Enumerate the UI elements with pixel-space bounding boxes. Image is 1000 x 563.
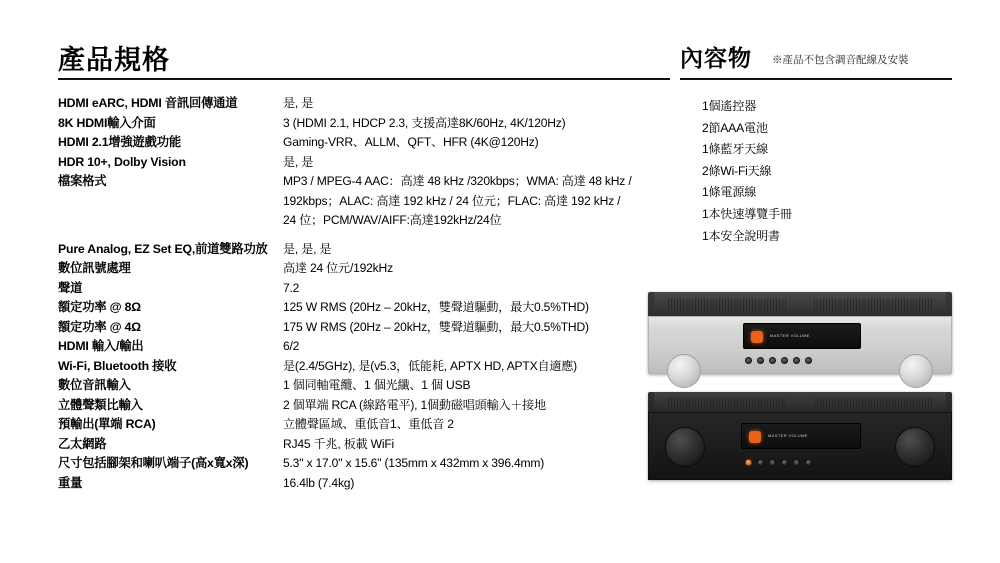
list-item: 2節AAA電池 [702,120,768,135]
spec-label: 聲道 [58,280,83,295]
source-button-icon [745,459,752,466]
spec-value [283,133,678,153]
spec-label: 8K HDMI輸入介面 [58,115,156,130]
spec-row [58,396,678,416]
spec-row [58,318,678,338]
spec-value-line: 是, 是 [283,96,314,110]
receiver-front-panel [648,316,952,374]
spec-value-line: Gaming-VRR、ALLM、QFT、HFR (4K@120Hz) [283,135,539,149]
vent-grille [814,398,934,408]
front-button-row [745,357,812,364]
receiver-front-panel [648,412,952,480]
power-led-icon [749,431,761,443]
list-item: 1本快速導覽手冊 [702,206,792,221]
spec-label: 額定功率 @ 8Ω [58,300,141,314]
spec-value [283,298,678,318]
spec-label: 尺寸包括腳架和喇叭端子(高x寬x深) [58,456,249,470]
spec-value-line: RJ45 千兆, 板載 WiFi [283,436,395,451]
spec-value-line: 高達 24 位元/192kHz [283,261,393,275]
receiver-top-panel [654,392,946,414]
spec-label: HDR 10+, Dolby Vision [58,154,186,169]
spec-value [283,435,678,455]
product-image-black-receiver [648,392,952,480]
vent-grille [668,299,788,311]
spec-value-line: 7.2 [283,280,300,295]
spec-label: HDMI 輸入/輸出 [58,339,144,353]
volume-knob-left [665,427,705,467]
spec-row [58,133,678,153]
spec-row [58,298,678,318]
spec-value-line: 6/2 [283,339,300,353]
spec-group-gap [58,231,678,240]
power-led-icon [751,331,763,343]
spec-row [58,279,678,299]
spec-value-line: 1 個同軸電纜、1 個光纖、1 個 USB [283,378,471,392]
source-button-icon [757,357,764,364]
spec-row [58,454,678,474]
spec-label: Pure Analog, EZ Set EQ,前道雙路功放 [58,241,268,256]
spec-value [283,454,678,474]
spec-label: HDMI eARC, HDMI 音訊回傳通道 [58,96,238,110]
spec-label: 額定功率 @ 4Ω [58,319,141,334]
spec-row [58,94,678,114]
spec-value [283,357,678,377]
spec-value [283,415,678,435]
list-item: 1個遙控器 [702,99,757,113]
source-button-icon [781,357,788,364]
vent-grille [814,299,934,311]
spec-label: 預輸出(單端 RCA) [58,417,156,431]
spec-label: 數位訊號處理 [58,261,131,275]
spec-row [58,376,678,396]
spec-value-line: 是, 是, 是 [283,241,332,256]
spec-row [58,474,678,494]
spec-value [283,94,678,114]
spec-value-line: 是, 是 [283,154,314,169]
list-item: 2條Wi-Fi天線 [702,163,772,178]
spec-value-line: 16.4lb (7.4kg) [283,475,355,490]
specifications-table [58,94,678,493]
source-button-icon [769,459,776,466]
front-button-row [745,459,812,466]
receiver-top-panel [654,292,946,318]
front-display [743,323,861,349]
spec-row [58,259,678,279]
spec-value [283,474,678,494]
spec-value-line: 5.3" x 17.0" x 15.6" (135mm x 432mm x 396.4mm) [283,456,545,470]
source-button-icon [805,459,812,466]
vent-grille [668,398,788,408]
spec-value [283,376,678,396]
spec-label: 立體聲類比輸入 [58,397,143,412]
spec-row [58,172,678,231]
source-button-icon [745,357,752,364]
spec-value-line: 175 W RMS (20Hz – 20kHz，雙聲道驅動，最大0.5%THD) [283,319,589,334]
spec-value-line: 立體聲區域、重低音1、重低音 2 [283,417,454,431]
spec-label: 數位音訊輸入 [58,378,131,392]
source-button-icon [757,459,764,466]
title-divider-right [680,78,952,80]
spec-value [283,153,678,173]
spec-value-line: 24 位；PCM/WAV/AIFF:高達192kHz/24位 [283,213,502,227]
spec-value-line: 125 W RMS (20Hz – 20kHz，雙聲道驅動，最大0.5%THD) [283,300,589,314]
spec-row [58,415,678,435]
box-contents-title: 內容物 [680,45,752,71]
spec-row [58,337,678,357]
spec-value [283,279,678,299]
box-contents-list [702,96,962,247]
volume-knob-right [899,354,933,388]
spec-row [58,114,678,134]
title-divider-left [58,78,670,80]
spec-value-line: 3 (HDMI 2.1, HDCP 2.3, 支援高達8K/60Hz, 4K/120Hz) [283,115,566,130]
spec-value [283,114,678,134]
spec-value [283,259,678,279]
front-display [741,423,861,449]
page-title: 產品規格 [58,45,170,75]
spec-label: 重量 [58,475,83,490]
spec-value [283,172,678,231]
spec-row [58,240,678,260]
source-button-icon [769,357,776,364]
source-button-icon [805,357,812,364]
list-item: 1條藍牙天線 [702,142,768,157]
volume-knob-right [895,427,935,467]
spec-value [283,240,678,260]
spec-row [58,357,678,377]
spec-row [58,153,678,173]
spec-label: HDMI 2.1增強遊戲功能 [58,135,181,149]
spec-label: 乙太網路 [58,436,107,451]
display-text: MASTER VOLUME [768,433,808,438]
spec-value [283,318,678,338]
list-item: 1條電源線 [702,185,757,200]
spec-row [58,435,678,455]
spec-value [283,396,678,416]
list-item: 1本安全說明書 [702,228,780,243]
display-text: MASTER VOLUME [770,333,810,338]
volume-knob-left [667,354,701,388]
source-button-icon [793,357,800,364]
spec-value [283,337,678,357]
spec-value-line: 2 個單端 RCA (線路電平), 1個動磁唱頭輸入＋接地 [283,397,546,412]
spec-label: Wi-Fi, Bluetooth 接收 [58,358,177,373]
box-contents-note: ※產品不包含調音配線及安裝 [772,54,909,66]
spec-value-line: MP3 / MPEG-4 AAC：高達 48 kHz /320kbps；WMA: 高達 48 kHz / [283,174,632,188]
spec-label: 檔案格式 [58,174,107,188]
source-button-icon [793,459,800,466]
product-image-silver-receiver [648,292,952,374]
spec-value-line: 192kbps；ALAC: 高達 192 kHz / 24 位元；FLAC: 高達 192 kHz / [283,193,621,208]
source-button-icon [781,459,788,466]
spec-value-line: 是(2.4/5GHz), 是(v5.3，低能耗, APTX HD, APTX自適應) [283,358,577,373]
